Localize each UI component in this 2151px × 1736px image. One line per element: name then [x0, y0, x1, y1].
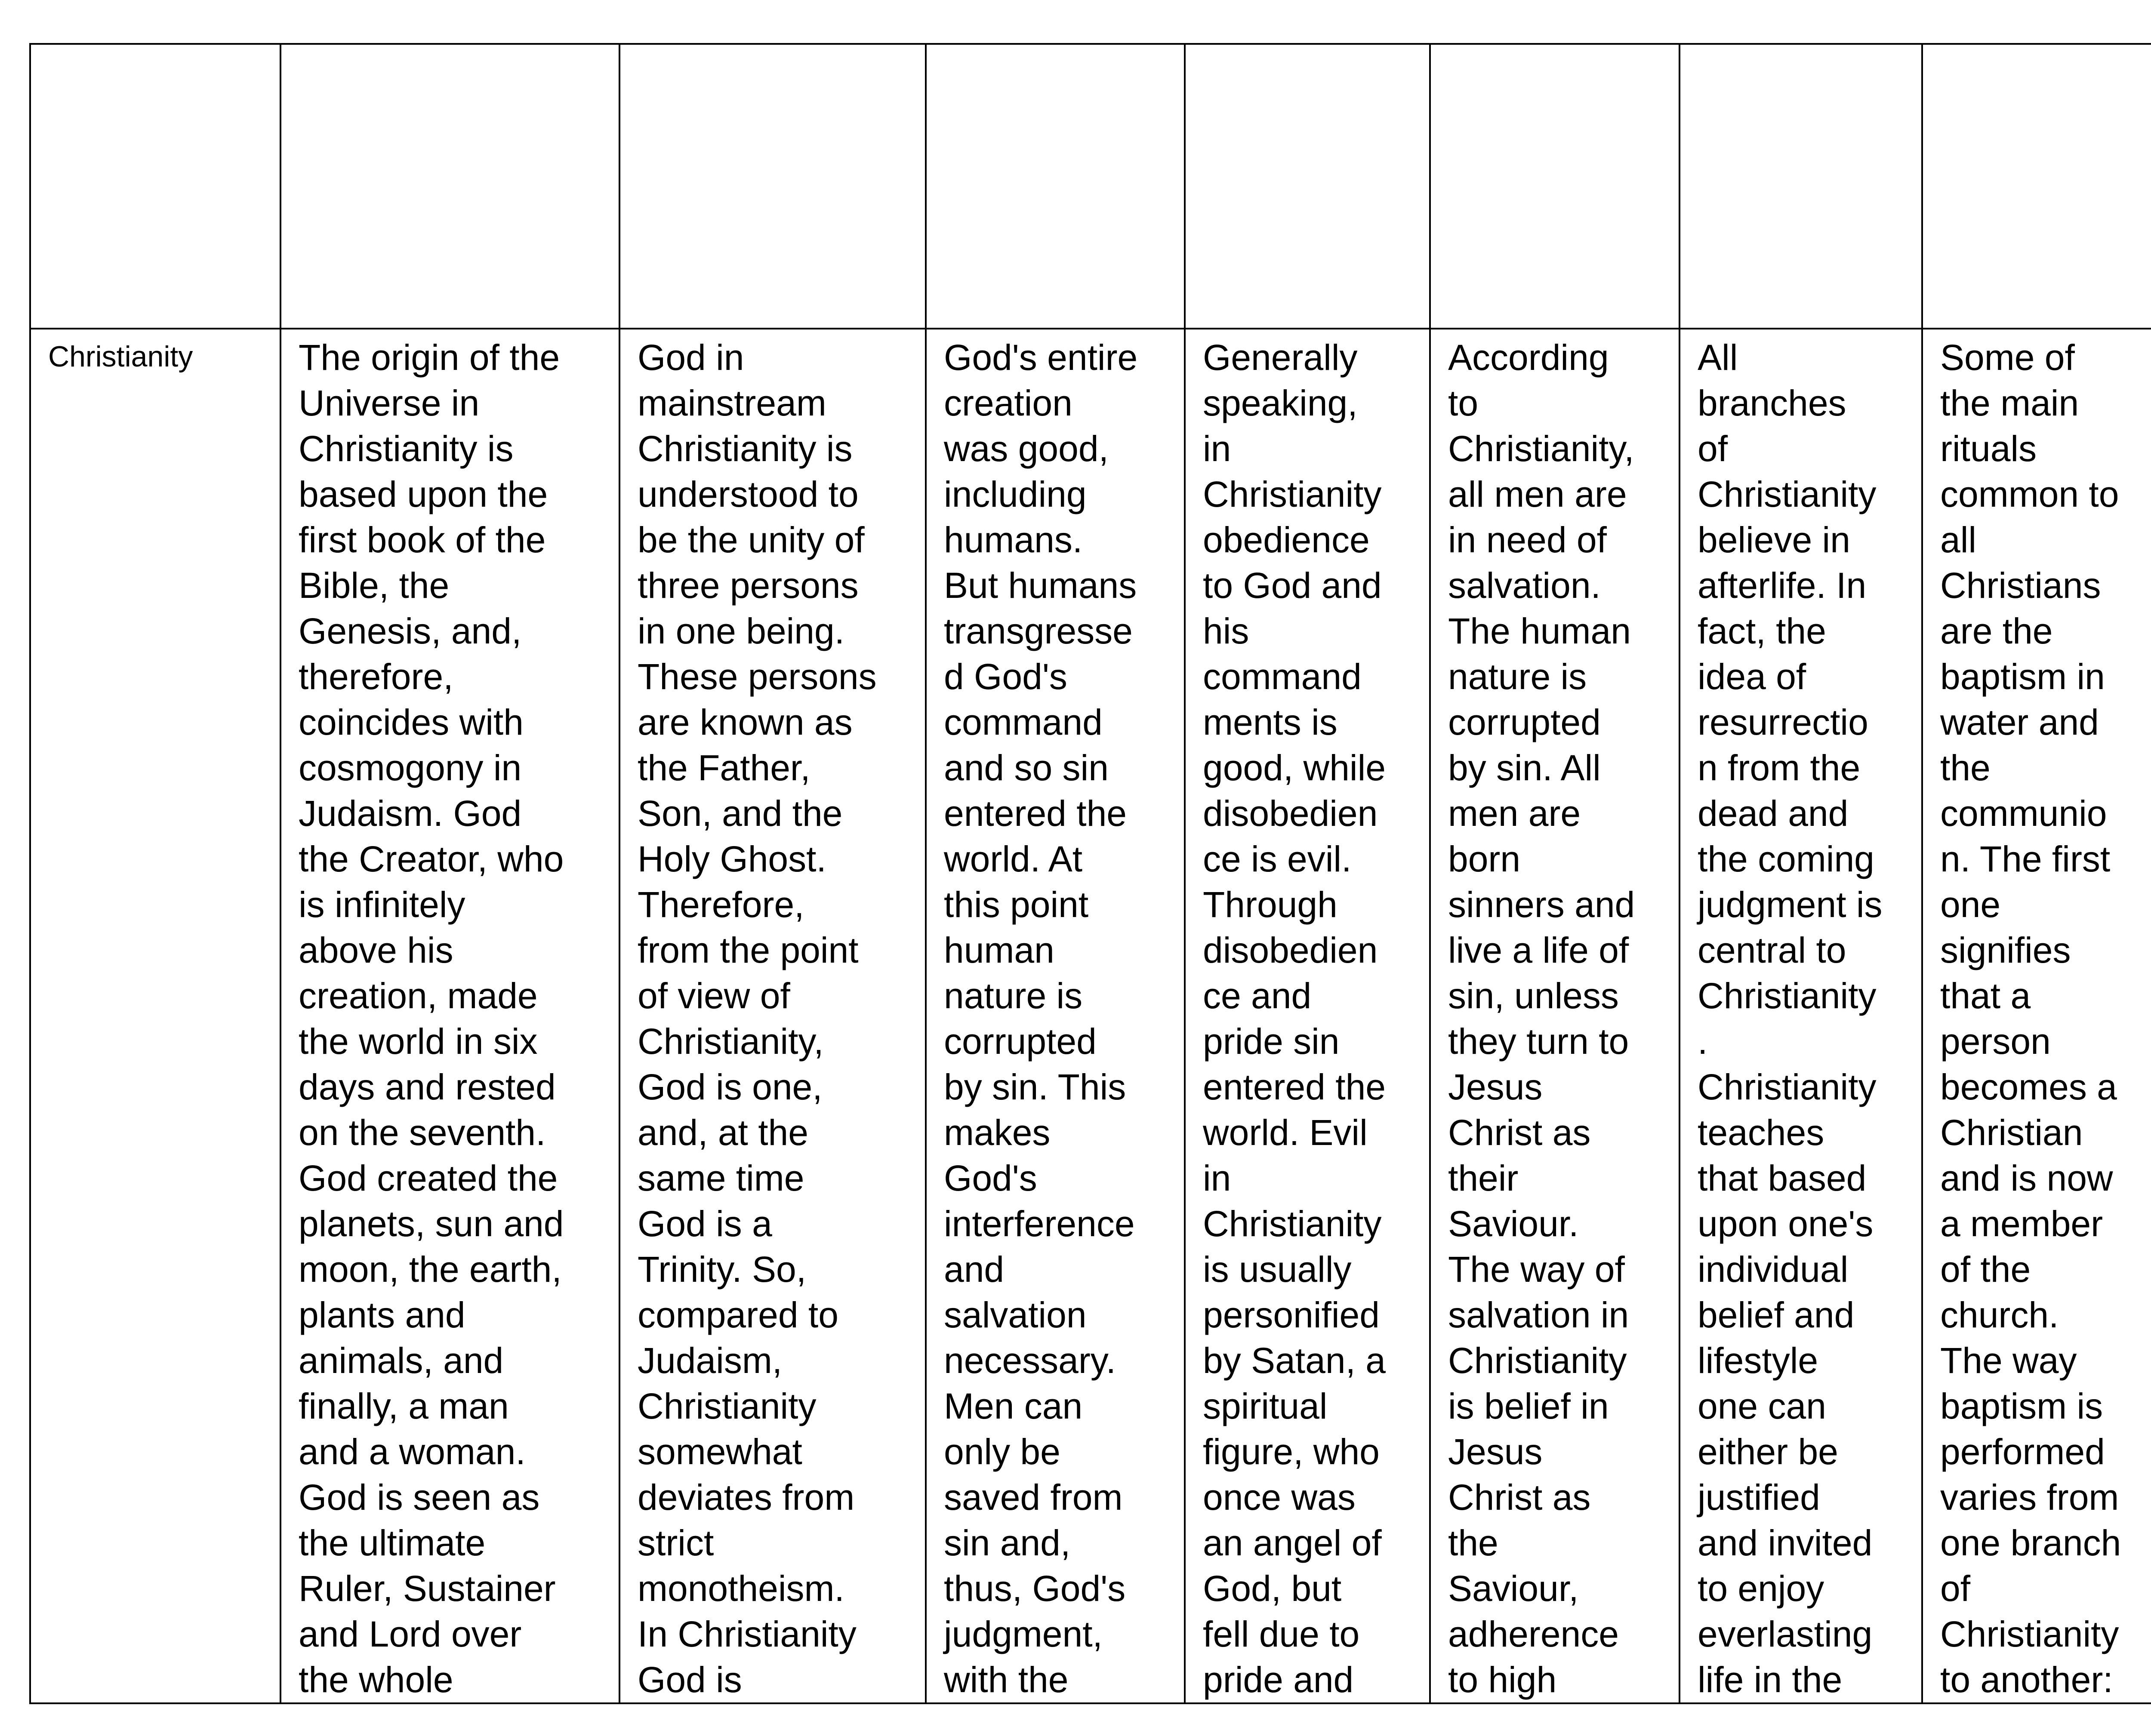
- cell-empty: [1922, 44, 2151, 329]
- cell-good-and-evil: [1185, 329, 1430, 1703]
- table-row-christianity: [30, 329, 2151, 1703]
- cell-concept-of-god: [619, 329, 926, 1703]
- concept-of-god-text: God in mainstream Christianity is understood to be the unity of three persons in one being. These persons are known as the Father, Son, and the Holy Ghost. Therefore, from the point of view of Christianity, God is one, and, at the same time God is a Trinity. So, compared to Judaism, Christianity somewhat deviates from strict monotheism. In Christianity God is: [638, 337, 877, 1700]
- rituals-text: Some of the main rituals common to all Christians are the baptism in water and the communio n. The first one signifies that a person becomes a Christian and is now a member of the church. The way baptism is performed varies from one branch of Christianity to another:: [1940, 337, 2121, 1700]
- religion-comparison-table: [29, 43, 2151, 1704]
- good-and-evil-text: Generally speaking, in Christianity obedience to God and his command ments is good, while disobedien ce is evil. Through disobedien ce and pride sin entered the world. Evil in Christianity is usually personified by Satan, a spiritual figure, who once was an angel of God, but fell due to pride and: [1203, 337, 1386, 1700]
- human-nature-text: God's entire creation was good, including humans. But humans transgresse d God's command and so sin entered the world. At this point human nature is corrupted by sin. This makes God's interference and salvation necessary. Men can only be saved from sin and, thus, God's judgment, with the: [944, 337, 1138, 1700]
- cell-empty: [1185, 44, 1430, 329]
- religion-label: Christianity: [48, 340, 193, 373]
- cell-rituals: [1922, 329, 2151, 1703]
- afterlife-text: All branches of Christianity believe in afterlife. In fact, the idea of resurrectio n from the dead and the coming judgment is central to Christianity . Christianity teaches that based upon one's individual belief and lifestyle one can either be justified and invited to enjoy everlasting life in the: [1698, 337, 1883, 1700]
- cell-empty: [30, 44, 280, 329]
- cosmogony-text: The origin of the Universe in Christianity is based upon the first book of the Bible, the Genesis, and, therefore, coincides with cosmogony in Judaism. God the Creator, who is infinitely above his creation, made the world in six days and rested on the seventh. God created the planets, sun and moon, the earth, plants and animals, and finally, a man and a woman. God is seen as the ultimate Ruler, Sustainer and Lord over the whole: [299, 337, 564, 1700]
- cell-religion-label: [30, 329, 280, 1703]
- cell-empty: [926, 44, 1185, 329]
- cell-human-nature: [926, 329, 1185, 1703]
- salvation-text: According to Christianity, all men are in need of salvation. The human nature is corrupted by sin. All men are born sinners and live a life of sin, unless they turn to Jesus Christ as their Saviour. The way of salvation in Christianity is belief in Jesus Christ as the Saviour, adherence to high: [1448, 337, 1635, 1700]
- cell-empty: [619, 44, 926, 329]
- cell-empty: [1430, 44, 1680, 329]
- cell-empty: [1680, 44, 1922, 329]
- cell-afterlife: [1680, 329, 1922, 1703]
- cell-salvation: [1430, 329, 1680, 1703]
- cell-cosmogony: [280, 329, 619, 1703]
- cell-empty: [280, 44, 619, 329]
- table-row-continuation: [30, 44, 2151, 329]
